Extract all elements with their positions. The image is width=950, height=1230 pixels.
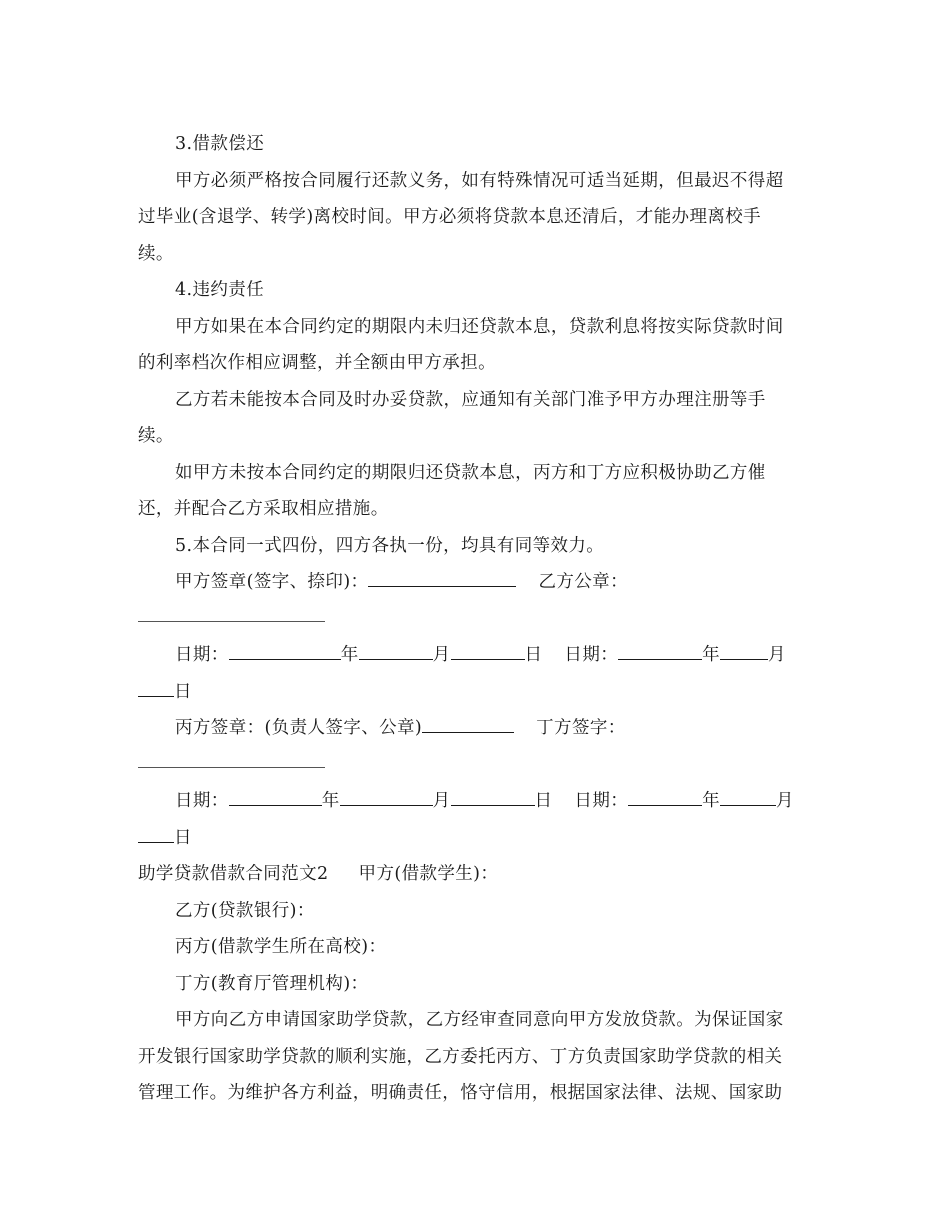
date-row-ab-continued	[138, 674, 814, 711]
day-blank[interactable]	[451, 783, 535, 806]
party-a-sign-label: 甲方签章(签字、捺印)：	[175, 572, 369, 592]
document-page	[138, 126, 814, 1112]
day-blank[interactable]	[138, 820, 174, 843]
year-blank[interactable]	[628, 783, 702, 806]
month-blank[interactable]	[720, 783, 776, 806]
day-blank[interactable]	[138, 674, 174, 697]
day-blank[interactable]	[451, 637, 525, 660]
section-4-paragraph-line: 续。	[138, 426, 174, 446]
date-label: 日期：	[175, 791, 229, 811]
section-4-title: 4.违约责任	[175, 280, 265, 300]
party-d-sign-blank[interactable]	[138, 747, 325, 768]
section-4-paragraph-line: 的利率档次作相应调整，并全额由甲方承担。	[138, 353, 496, 373]
month-label: 月	[432, 791, 451, 811]
section-3-paragraph-line: 甲方必须严格按合同履行还款义务，如有特殊情况可适当延期，但最迟不得超	[175, 170, 784, 191]
month-blank[interactable]	[359, 637, 433, 660]
section-3-paragraph-line: 续。	[138, 243, 174, 264]
day-label: 日	[534, 791, 553, 811]
section-3-title: 3.借款偿还	[175, 134, 265, 154]
date-row-cd-continued	[138, 820, 814, 857]
month-label: 月	[768, 645, 786, 665]
month-blank[interactable]	[720, 637, 768, 660]
signature-row-ab	[138, 564, 814, 601]
contract-2-intro-line: 管理工作。为维护各方利益，明确责任，恪守信用，根据国家法律、法规、国家助	[138, 1083, 783, 1103]
date-label: 日期：	[175, 645, 229, 665]
year-blank[interactable]	[618, 637, 702, 660]
year-label: 年	[702, 791, 721, 811]
year-label: 年	[340, 645, 359, 665]
year-label: 年	[321, 791, 340, 811]
year-label: 年	[702, 645, 721, 665]
contract-2-party-b: 乙方(贷款银行)：	[175, 900, 315, 921]
date-label: 日期：	[574, 791, 629, 811]
party-c-sign-blank[interactable]	[422, 710, 514, 733]
contract-2-intro-line: 开发银行国家助学贷款的顺利实施，乙方委托丙方、丁方负责国家助学贷款的相关	[138, 1046, 783, 1067]
party-b-seal-blank[interactable]	[138, 601, 325, 622]
section-4-paragraph-line: 如甲方未按本合同约定的期限归还贷款本息，丙方和丁方应积极协助乙方催	[175, 462, 766, 483]
section-3-paragraph-line: 过毕业(含退学、转学)离校时间。甲方必须将贷款本息还清后，才能办理离校手	[138, 207, 762, 227]
contract-2-heading-row	[138, 856, 814, 893]
date-row-cd	[138, 783, 814, 820]
date-label: 日期：	[564, 645, 619, 665]
contract-2-party-a: 甲方(借款学生)：	[358, 864, 499, 884]
month-blank[interactable]	[340, 783, 433, 806]
contract-2-party-d: 丁方(教育厅管理机构)：	[175, 973, 369, 994]
party-a-sign-blank[interactable]	[368, 564, 516, 587]
section-5-title: 5.本合同一式四份，四方各执一份，均具有同等效力。	[175, 535, 605, 556]
signature-row-ab-continued	[138, 601, 814, 638]
section-4-paragraph-line: 乙方若未能按本合同及时办妥贷款，应通知有关部门准予甲方办理注册等手	[175, 389, 766, 410]
contract-2-intro-line: 甲方向乙方申请国家助学贷款，乙方经审查同意向甲方发放贷款。为保证国家	[175, 1010, 784, 1030]
section-4-paragraph-line: 甲方如果在本合同约定的期限内未归还贷款本息，贷款利息将按实际贷款时间	[175, 316, 784, 337]
day-label: 日	[174, 681, 192, 702]
contract-2-party-c: 丙方(借款学生所在高校)：	[175, 937, 387, 957]
section-4-paragraph-line: 还，并配合乙方采取相应措施。	[138, 499, 389, 519]
contract-2-heading: 助学贷款借款合同范文2	[138, 864, 329, 884]
month-label: 月	[432, 645, 451, 665]
party-d-sign-label: 丁方签字：	[536, 718, 626, 738]
date-row-ab	[138, 637, 814, 674]
signature-row-cd	[138, 710, 814, 747]
year-blank[interactable]	[229, 783, 322, 806]
party-b-seal-label: 乙方公章：	[538, 572, 628, 592]
day-label: 日	[524, 645, 543, 665]
party-c-sign-label: 丙方签章：(负责人签字、公章)	[175, 718, 423, 738]
signature-row-cd-continued	[138, 747, 814, 784]
month-label: 月	[776, 791, 794, 811]
year-blank[interactable]	[229, 637, 341, 660]
day-label: 日	[174, 827, 192, 848]
